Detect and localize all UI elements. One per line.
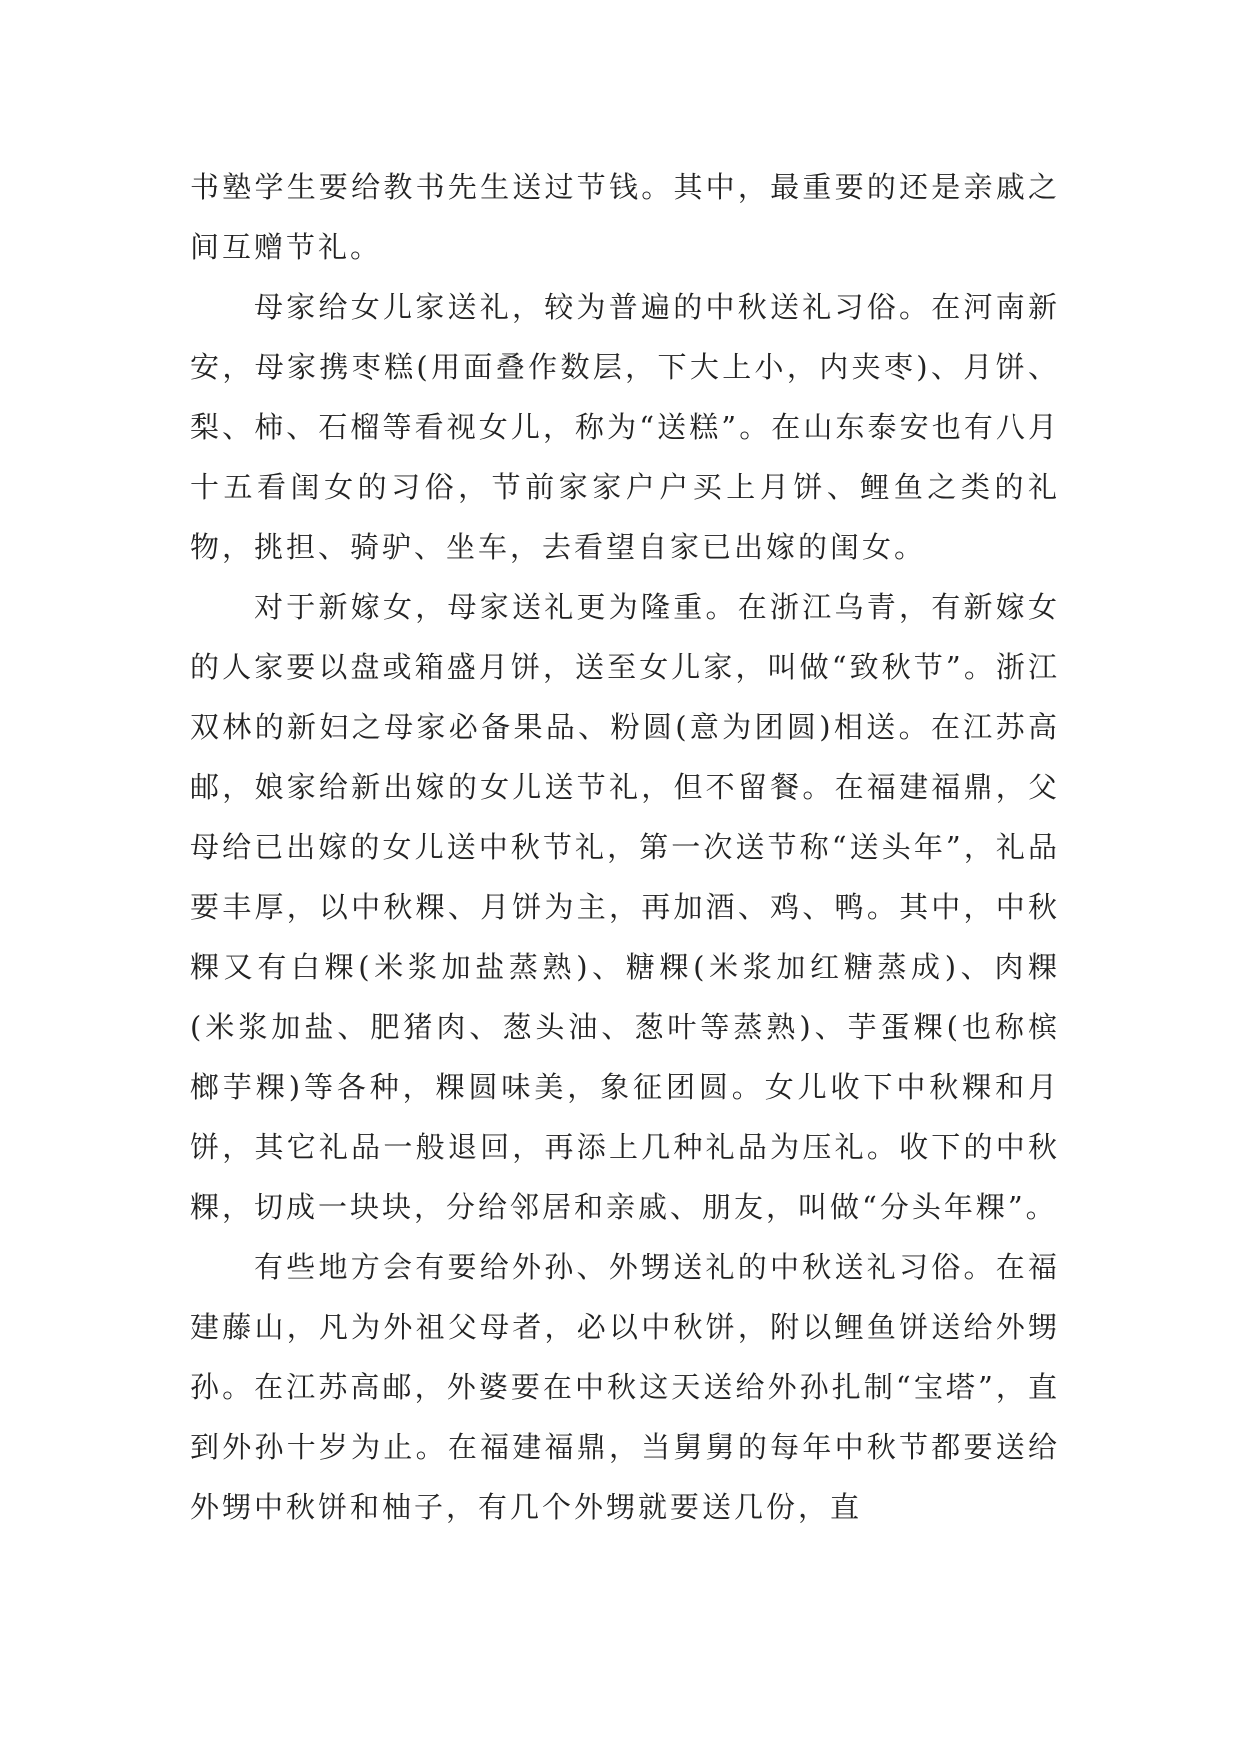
paragraph-continuation: 书塾学生要给教书先生送过节钱。其中，最重要的还是亲戚之间互赠节礼。 — [190, 170, 1060, 264]
paragraph-newly-married-daughter: 对于新嫁女，母家送礼更为隆重。在浙江乌青，有新嫁女的人家要以盘或箱盛月饼，送至女儿家，叫做“致秋节”。浙江双林的新妇之母家必备果品、粉圆(意为团圆)相送。在江苏高邮，娘家给新出嫁的女儿送节礼，但不留餐。在福建福鼎，父母给已出嫁的女儿送中秋节礼，第一次送节称“送头年”，礼品要丰厚，以中秋粿、月饼为主，再加酒、鸡、鸭。其中，中秋粿又有白粿(米浆加盐蒸熟)、糖粿(米浆加红糖蒸成)、肉粿(米浆加盐、肥猪肉、葱头油、葱叶等蒸熟)、芋蛋粿(也称槟榔芋粿)等各种，粿圆味美，象征团圆。女儿收下中秋粿和月饼，其它礼品一般退回，再添上几种礼品为压礼。收下的中秋粿，切成一块块，分给邻居和亲戚、朋友，叫做“分头年粿”。 — [190, 590, 1060, 1224]
paragraph-grandchildren-gifts: 有些地方会有要给外孙、外甥送礼的中秋送礼习俗。在福建藤山，凡为外祖父母者，必以中秋饼，附以鲤鱼饼送给外甥孙。在江苏高邮，外婆要在中秋这天送给外孙扎制“宝塔”，直到外孙十岁为止。在福建福鼎，当舅舅的每年中秋节都要送给外甥中秋饼和柚子，有几个外甥就要送几份，直 — [190, 1250, 1060, 1524]
body-text — [190, 157, 1060, 1537]
paragraph-mother-family-gifts: 母家给女儿家送礼，较为普遍的中秋送礼习俗。在河南新安，母家携枣糕(用面叠作数层，下大上小，内夹枣)、月饼、梨、柿、石榴等看视女儿，称为“送糕”。在山东泰安也有八月十五看闺女的习俗，节前家家户户买上月饼、鲤鱼之类的礼物，挑担、骑驴、坐车，去看望自家已出嫁的闺女。 — [190, 290, 1060, 564]
